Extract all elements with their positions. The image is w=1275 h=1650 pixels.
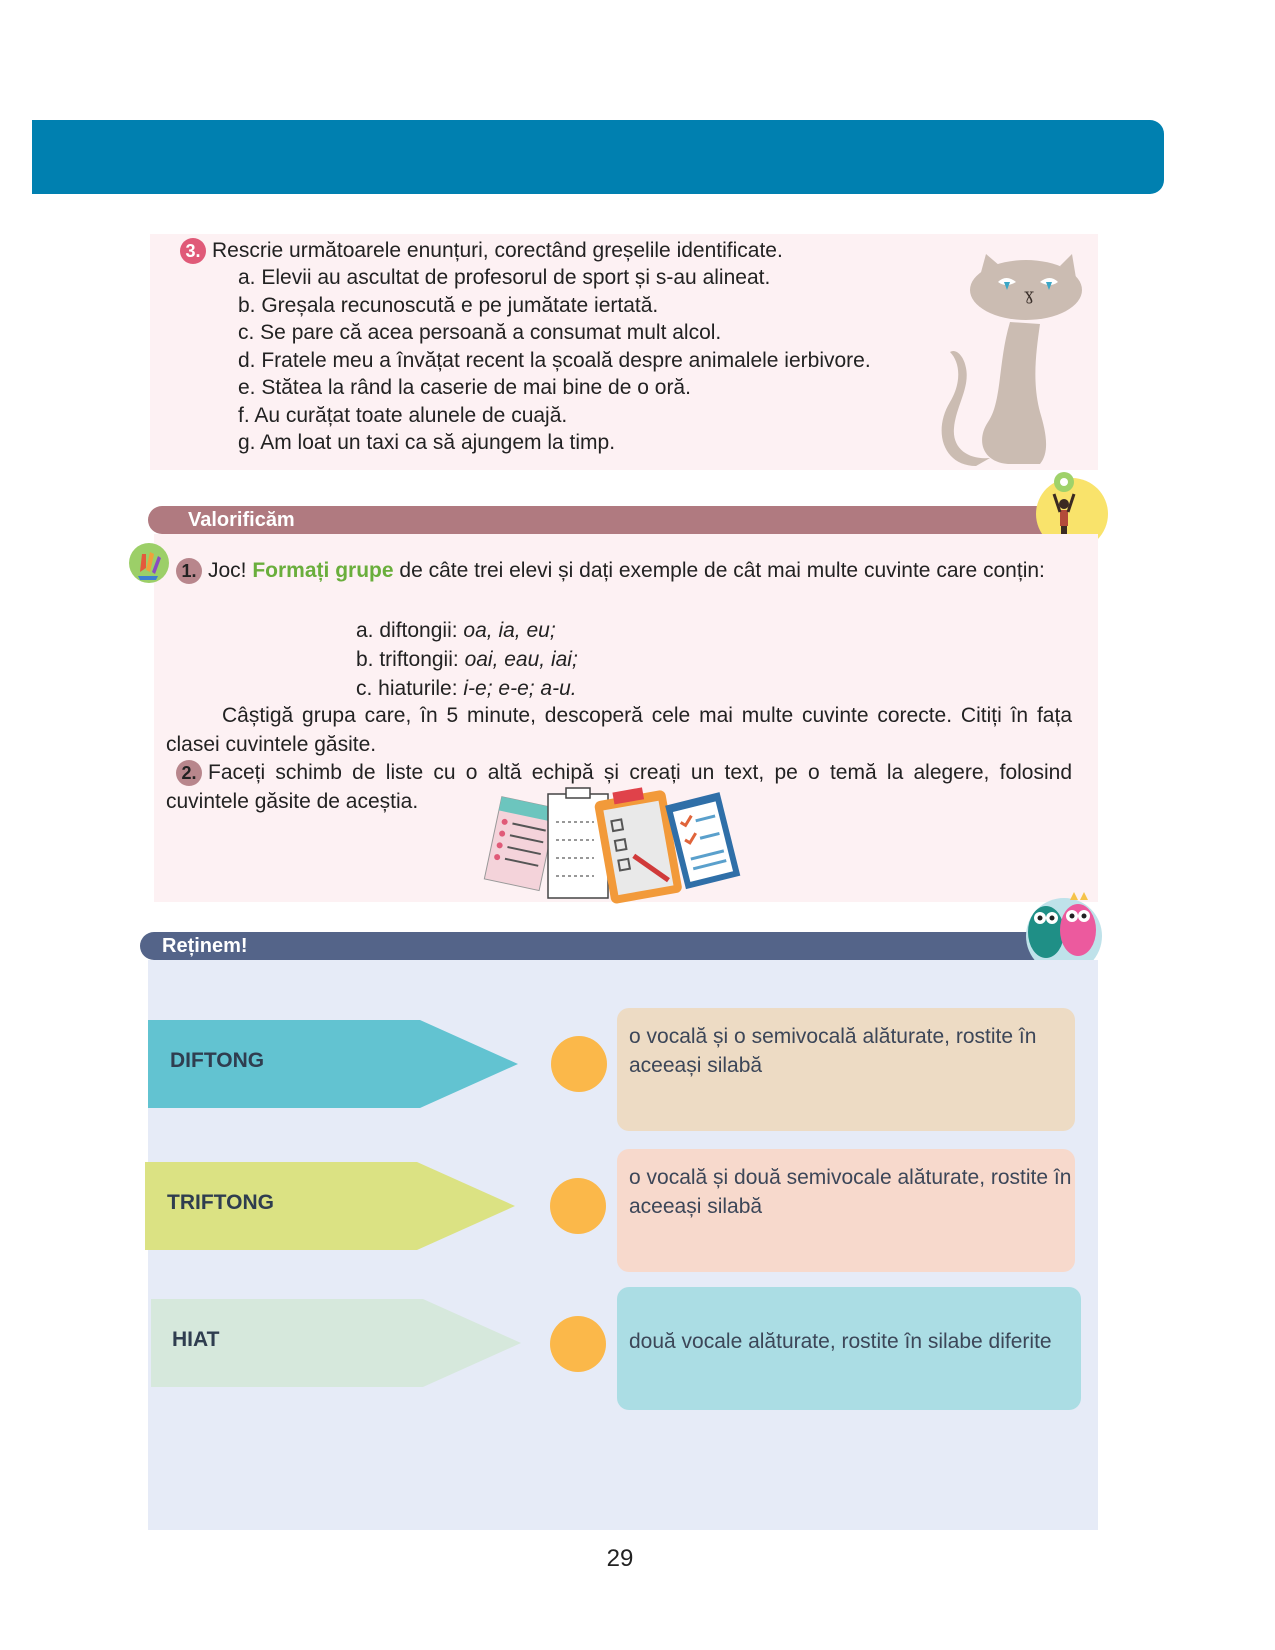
exercise-3-instruction-text: Rescrie următoarele enunțuri, corectând greșelile identificate. <box>212 239 783 262</box>
definition-box: o vocală și o semivocală alăturate, rostite în aceeași silabă <box>617 1008 1075 1131</box>
exercise-1-highlight: Formați grupe <box>252 559 394 582</box>
exercise-3-list <box>238 264 871 457</box>
section-bar-valorificam <box>148 506 1048 534</box>
item-label: c. hiaturile: <box>356 677 458 700</box>
exercise-1-text <box>166 556 1072 585</box>
term-label: HIAT <box>172 1328 220 1351</box>
item-examples: i-e; e-e; a-u. <box>463 677 577 700</box>
list-item: b. Greșala recunoscută e pe jumătate iertată. <box>238 293 659 317</box>
cat-illustration <box>890 252 1090 470</box>
bullet-dot <box>550 1178 606 1234</box>
exercise-number-badge: 1. <box>176 558 202 584</box>
list-item <box>356 645 578 674</box>
bullet-dot <box>550 1316 606 1372</box>
exercise-number-badge: 2. <box>176 760 202 786</box>
hands-icon <box>128 542 170 584</box>
clipboards-illustration <box>482 786 752 910</box>
svg-text:ɣ: ɣ <box>1024 285 1034 304</box>
list-item: g. Am loat un taxi ca să ajungem la timp. <box>238 431 616 454</box>
exercise-1-lead: Joc! <box>208 559 247 582</box>
section-title: Reținem! <box>162 935 248 957</box>
header-band <box>32 120 1164 194</box>
page-number: 29 <box>606 1545 634 1572</box>
item-label: b. triftongii: <box>356 648 459 671</box>
list-item <box>356 674 578 703</box>
term-label: TRIFTONG <box>167 1191 274 1214</box>
list-item: e. Stătea la rând la caserie de mai bine de o oră. <box>238 376 691 399</box>
exercise-2-body: Faceți schimb de liste cu o altă echipă și creați un text, pe o temă la alegere, folosind cuvintele găsite de aceștia. <box>166 761 1072 813</box>
term-label: DIFTONG <box>170 1049 265 1072</box>
definition-box: două vocale alăturate, rostite în silabe diferite <box>617 1287 1081 1410</box>
definition-box: o vocală și două semivocale alăturate, rostite în aceeași silabă <box>617 1149 1075 1272</box>
exercise-1-body: de câte trei elevi și dați exemple de cât mai multe cuvinte care conțin: <box>399 559 1045 582</box>
section-title: Valorificăm <box>188 509 295 531</box>
section-bar-retinem <box>140 932 1048 960</box>
bullet-dot <box>551 1036 607 1092</box>
item-examples: oai, eau, iai; <box>464 648 578 671</box>
exercise-3-instruction <box>180 238 783 264</box>
list-item: d. Fratele meu a învățat recent la școală despre animalele ierbivore. <box>238 348 871 372</box>
item-examples: oa, ia, eu; <box>463 619 556 642</box>
list-item <box>356 616 578 645</box>
item-label: a. diftongii: <box>356 619 458 642</box>
list-item: a. Elevii au ascultat de profesorul de sport și s-au alineat. <box>238 266 771 289</box>
exercise-1-conclusion: Câștigă grupa care, în 5 minute, descoperă cele mai multe cuvinte corecte. Citiți în fața clasei cuvintele găsite. <box>166 704 1072 756</box>
list-item: f. Au curățat toate alunele de cuajă. <box>238 403 568 427</box>
exercise-1-sublist <box>356 616 578 703</box>
list-item: c. Se pare că acea persoană a consumat mult alcol. <box>238 321 722 344</box>
exercise-number-badge: 3. <box>180 238 206 264</box>
